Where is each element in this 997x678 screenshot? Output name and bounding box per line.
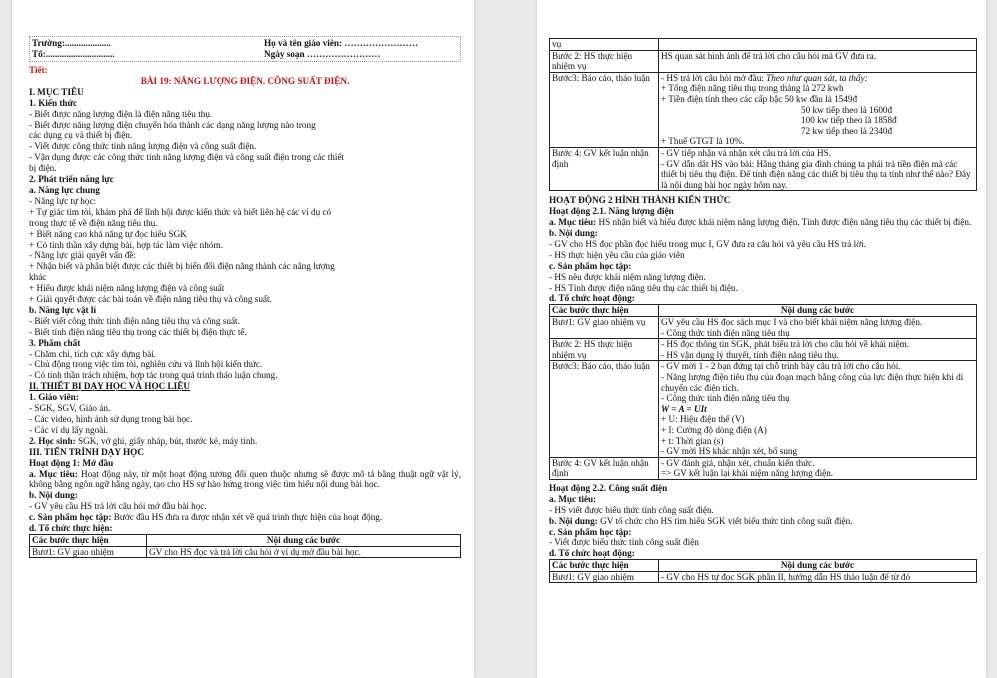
table-cell: Bước 2: HS thực hiện nhiệm vụ [550,50,659,72]
table-cell: Bước 4: GV kết luận nhận định [550,457,659,479]
table-row [550,316,977,338]
organize-label: d. Tổ chức thực hiện: [29,523,113,534]
lesson-title: BÀI 19: NĂNG LƯỢNG ĐIỆN. CÔNG SUẤT ĐIỆN. [140,75,350,86]
activity-1-table-continued [549,38,977,191]
subsection-general-competency: a. Năng lực chung [29,184,100,195]
organize-label: d. Tổ chức hoạt động: [549,293,635,304]
table-cell [659,316,977,338]
answer-italic: Theo như quan sát, ta thấy: [766,72,868,83]
answer-line: + Thuế GTGT là 10%. [661,136,745,147]
product-label: c. Sản phẩm học tập: [29,512,112,523]
content-text: GV tổ chức cho HS tìm hiểu SGK viết biểu thức tính công suất điện. [597,515,853,526]
physics-line: - Biết tính điện năng tiêu thụ trong các thiết bị điện thực tế. [29,326,247,337]
table-cell [659,147,977,190]
teacher-field: Họ và tên giáo viên: …………………… [264,38,418,48]
objective-paragraph [549,217,977,228]
teacher-line: - SGK, SGV, Giáo án. [29,403,111,414]
competency-line: - Năng lực tự học: [29,195,97,206]
activity-2-2-heading: Hoạt động 2.2. Công suất điện [549,482,668,493]
step-line: GV yêu cầu HS đọc sách mục I và cho biết khái niệm năng lượng điện. [661,316,923,327]
objective-label: a. Mục tiêu: [29,468,78,479]
objective-label: a. Mục tiêu: [549,217,597,228]
table-cell [659,361,977,457]
table-header-row [550,560,977,572]
activity-1-table [29,534,461,558]
section-process: III. TIẾN TRÌNH DẠY HỌC [29,446,144,457]
activity-2-1-heading: Hoạt động 2.1. Năng lượng điện [549,206,674,217]
table-row [550,72,977,147]
table-row [550,39,977,51]
product-text: Bước đầu HS đưa ra được nhận xét về quá trình thực hiện của hoạt động. [111,512,383,523]
step-line: - GV mời 1 - 2 bạn đứng tại chỗ trình bày câu trả lời cho câu hỏi. [661,361,901,372]
step-line: - Năng lượng điện tiêu thụ của đoạn mạch bằng công của lực điện thực hiện khi di chuyển các điện tích. [661,371,964,393]
competency-line: + Tự giác tìm tòi, khám phá để lĩnh hội được kiến thức và biết liên hệ các ví dụ có [29,206,332,217]
content-label: b. Nội dung: [549,228,598,239]
date-field: Ngày soạn …………………… [264,49,381,59]
page-1-content [29,36,461,558]
answer-text: - HS trả lời câu hỏi mở đầu: [661,72,767,83]
answer-line: + Tiền điện tính theo các cấp bậc 50 kw đầu là 1549đ [661,93,858,104]
table-cell: Bước3: Báo cáo, thảo luận [550,72,659,147]
table-row [550,571,977,583]
product-text: - Viết được biểu thức tính công suất điện [549,537,699,548]
table-cell: Bươ1: GV giao nhiệm vụ [550,316,659,338]
table-header-steps: Các bước thực hiện [550,305,659,317]
content-text: - GV yêu cầu HS trả lời câu hỏi mở đầu bài học. [29,501,207,512]
competency-line: + Giải quyết được các bài toán về điện năng tiêu thụ và công suất. [29,294,272,305]
group-field: Tổ:.............................. [32,49,115,59]
quality-line: - Có tinh thần trách nhiệm, hợp tác trong quá trình thảo luận chung. [29,370,278,381]
table-cell: - GV cho HS tự đọc SGK phần II, hướng dẫn HS thảo luận để từ đó [659,571,977,583]
subsection-physics-competency: b. Năng lực vật lí [29,304,97,315]
table-cell: vụ [550,39,659,51]
objective-text: HS nhận biết và hiểu được khái niệm năng lượng điện. Tính được điện năng tiêu thụ các thiết bị điện. [596,217,972,228]
subsection-knowledge: 1. Kiến thức [29,97,78,108]
table-header-content: Nội dung các bước [147,534,461,546]
step-line: + I: Cường độ dòng điện (A) [661,424,767,435]
competency-line: + Biết năng cao khả năng tự đọc hiểu SGK [29,228,187,239]
table-row [550,457,977,479]
knowledge-line: - Biết được năng lượng điện chuyển hóa thành các dạng năng lượng nào trong [29,119,316,130]
table-header-steps: Các bước thực hiện [30,534,147,546]
answer-line: 72 kw tiếp theo là 2340đ [801,125,893,136]
table-header-content: Nội dung các bước [659,305,977,317]
table-row [550,147,977,190]
activity-1-heading: Hoạt động 1: Mở đầu [29,457,114,468]
header-box [29,36,461,62]
step-line: - GV mời HS khác nhận xét, bổ sung [661,446,798,457]
table-cell [659,72,977,147]
objective-label: a. Mục tiêu: [549,493,597,504]
activity-2-1-table [549,304,977,480]
competency-line: + Hiểu được khái niệm năng lượng điện và công suất [29,283,225,294]
table-cell: Bươ1: GV giao nhiệm [550,571,659,583]
knowledge-line: - Viết được công thức tính năng lượng điện và công suất điện. [29,141,257,152]
table-row [550,339,977,361]
competency-line: + Có tinh thần xây dựng bài, hợp tác làm việc nhóm. [29,239,223,250]
table-cell: GV cho HS đọc và trả lời câu hỏi ở ví dụ mở đầu bài học. [147,546,461,558]
knowledge-line: bị điện. [29,163,57,174]
table-row [550,361,977,457]
page-2-content [549,38,977,583]
knowledge-line: - Biết được năng lượng điện là điện năng tiêu thụ. [29,108,213,119]
student-text: SGK, vở ghi, giấy nháp, bút, thước kẻ, máy tính. [75,435,258,446]
step-line: - HS vận dụng lý thuyết, tính điện năng tiêu thụ. [661,349,839,360]
content-text: - HS thực hiện yêu cầu của giáo viên [549,249,685,260]
table-cell: HS quan sát hình ảnh để trả lời cho câu hỏi mà GV đưa ra. [659,50,977,72]
table-cell [659,339,977,361]
content-label: b. Nội dung: [29,490,78,501]
step-line: + t: Thời gian (s) [661,435,724,446]
objective-text: Hoạt động này, từ một hoạt động tương đối quen thuộc nhưng sẽ được mô tả bằng thuật ngữ vật lý, không bằng ngôn ngữ hằng ngày, tạo cho HS sự hào hứng trong việc tìm hiểu nội dung bài học. [29,468,461,490]
product-label: c. Sản phẩm học tập: [549,526,632,537]
answer-line [661,73,974,84]
subsection-competency: 2. Phát triển năng lực [29,174,114,185]
table-cell: Bước3: Báo cáo, thảo luận [550,361,659,457]
product-label: c. Sản phẩm học tập: [549,260,632,271]
organize-label: d. Tổ chức hoạt động: [549,548,635,559]
physics-line: - Biết viết công thức tính điện năng tiêu thụ và công suất. [29,315,240,326]
knowledge-line: các dụng cụ và thiết bị điện. [29,130,133,141]
document-page-1 [12,0,474,678]
answer-line: 50 kw tiếp theo là 1600đ [801,104,893,115]
student-label: 2. Học sinh: [29,435,76,446]
table-cell [659,457,977,479]
step-line: => GV kết luận lại khái niệm năng lượng điện. [661,468,834,479]
table-cell: Bước 4: GV kết luận nhận định [550,147,659,190]
knowledge-line: - Vận dụng được các công thức tính năng lượng điện và công suất điện trong các thiết [29,152,345,163]
step-line: - Công thức tính điện năng tiêu thụ [661,327,790,338]
conclusion-line: - GV tiếp nhận và nhận xét câu trả lời của HS. [661,147,832,158]
formula-line: W = A = UIt [661,403,707,414]
table-header-steps: Các bước thực hiện [550,560,659,572]
conclusion-line: - GV dẫn dắt HS vào bài: Hằng tháng gia đình chúng ta phải trả tiền điện mà các thiết bị tiêu thụ điện. Để tính điện năng các thiết bị tiêu thụ ta tính như thế nào? Đây là nội dung bài học ngày hôm nay. [661,158,971,190]
quality-line: - Chăm chỉ, tích cực xây dựng bài. [29,348,157,359]
competency-line: + Nhận biết và phân biệt được các thiết bị biến đổi điện năng thành các năng lượng [29,261,335,272]
subsection-teacher: 1. Giáo viên: [29,392,79,403]
table-cell: Bươ1: GV giao nhiệm [30,546,147,558]
quality-line: - Chủ động trong việc tìm tòi, nghiên cứu và lĩnh hội kiến thức. [29,359,263,370]
table-row [30,546,461,558]
content-label: b. Nội dung: [549,515,598,526]
section-objectives: I. MỤC TIÊU [29,86,84,97]
competency-line: - Năng lực giải quyết vấn đề: [29,250,137,261]
teacher-line: - Các ví dụ lấy ngoài. [29,424,109,435]
table-row [550,50,977,72]
content-paragraph [549,516,977,527]
product-text: - HS Tính được điện năng tiêu thụ các thiết bị điện. [549,282,738,293]
product-paragraph [29,512,461,523]
step-line: - HS đọc thông tin SGK, phát biểu trả lời cho câu hỏi về khái niệm. [661,339,910,350]
table-header-row [30,534,461,546]
competency-line: trong thực tế về điện năng tiêu thụ. [29,217,158,228]
document-page-2 [537,0,986,678]
tiet-label: Tiết: [29,65,48,75]
table-cell [659,39,977,51]
teacher-line: - Các video, hình ảnh sử dụng trong bài học. [29,414,193,424]
student-line [29,436,461,447]
activity-2-heading: HOẠT ĐỘNG 2 HÌNH THÀNH KIẾN THỨC [549,195,731,206]
competency-line: khác [29,272,47,283]
answer-line: + Tổng điện năng tiêu thụ trong tháng là 272 kwh [661,83,844,94]
table-header-row [550,305,977,317]
section-equipment: II. THIẾT BỊ DẠY HỌC VÀ HỌC LIỆU [29,381,190,392]
table-cell: Bước 2: HS thực hiện nhiệm vụ [550,339,659,361]
step-line: - GV đánh giá, nhận xét, chuẩn kiến thức. [661,457,815,468]
step-line: - Công thức tính điện năng tiêu thụ [661,393,790,404]
objective-paragraph [29,469,461,491]
objective-text: - HS viết được biểu thức tính công suất điện. [549,504,714,515]
subsection-qualities: 3. Phẩm chất [29,337,81,348]
product-text: - HS nêu được khái niệm năng lượng điện. [549,271,706,282]
activity-2-2-table [549,559,977,583]
step-line: + U: Hiệu điện thế (V) [661,414,745,425]
content-text: - GV cho HS đọc phần đọc hiểu trong mục I, GV đưa ra câu hỏi và yêu cầu HS trả lời. [549,238,866,249]
table-header-content: Nội dung các bước [659,560,977,572]
school-field: Trường:.................... [32,38,111,48]
answer-line: 100 kw tiếp theo là 1858đ [801,115,897,126]
